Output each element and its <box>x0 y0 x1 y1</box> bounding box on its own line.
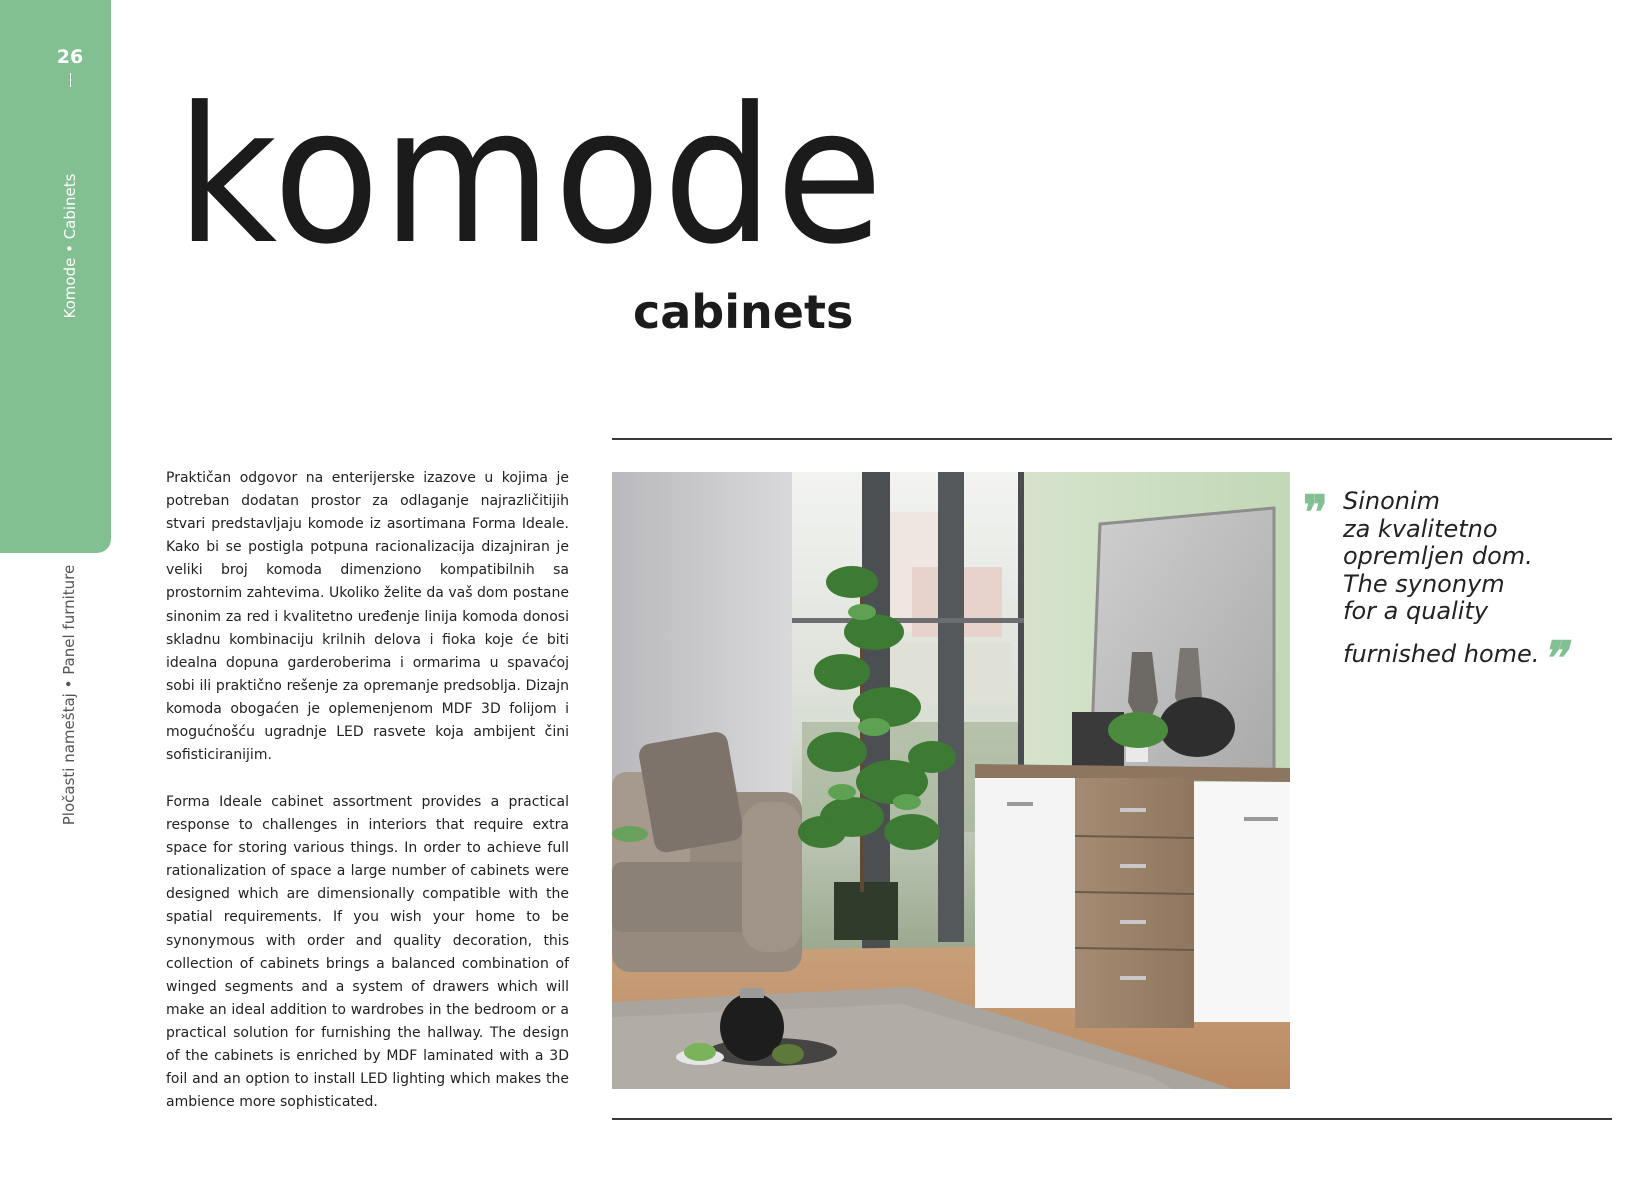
open-quote-icon: ❞ <box>1303 485 1328 539</box>
quote-line: The synonym <box>1343 569 1505 598</box>
quote-line-text: furnished home. <box>1343 639 1540 668</box>
bottom-divider <box>612 1118 1612 1120</box>
category-label: Pločasti nameštaj • Panel furniture <box>60 564 78 826</box>
page-subtitle: cabinets <box>633 285 854 339</box>
close-quote-icon: ❞ <box>1541 630 1567 685</box>
tab-divider <box>70 73 71 87</box>
body-text-serbian: Praktičan odgovor na enterijerske izazove u kojima je potreban dodatan prostor za odlaganje najrazličitijih stvari predstavljaju komode iz asortimana Forma Ideale. Kako bi se postigla potpuna racionalizacija dizajniran je veliki broj komoda dimenziono kompatibilnih sa prostornim zahtevima. Ukoliko želite da vaš dom postane sinonim za red i kvalitetno uređenje linija komoda donosi skladnu kombinaciju krilnih delova i fioka koje će biti idealna dopuna garderoberima i ormarima u spavaćoj sobi ili praktično rešenje za opremanje predsoblja. Dizajn komoda obogaćen je oplemenjenom MDF 3D folijom i mogućnošću ugradnje LED rasvete koja ambijent čini sofisticiranijim. <box>166 470 569 764</box>
quote-line: Sinonim <box>1343 487 1441 515</box>
quote-line: for a quality <box>1343 597 1489 625</box>
page-title: komode <box>176 67 885 286</box>
body-text-english: Forma Ideale cabinet assortment provides a practical response to challenges in interiors that require extra space for storing various things. In order to achieve full rationalization of space a large number of cabinets were designed which are dimensionally compatible with the spatial requirements. If you wish your home to be synonymous with order and quality decoration, this collection of cabinets brings a balanced combination of winged segments and a system of drawers which will make an ideal addition to wardrobes in the bedroom or a practical solution for furnishing the hallway. The design of the cabinets is enriched by MDF laminated with a 3D foil and an option to install LED lighting which makes the ambience more sophisticated. <box>166 794 569 1111</box>
page-number: 26 <box>56 46 84 68</box>
quote-line: opremljen dom. <box>1343 542 1533 570</box>
product-photo <box>612 472 1290 1089</box>
quote-line-last <box>1343 626 1567 685</box>
quote-line: za kvalitetno <box>1343 514 1498 543</box>
top-divider <box>612 438 1612 440</box>
section-label: Komode • Cabinets <box>61 173 79 319</box>
section-tab <box>0 0 111 553</box>
